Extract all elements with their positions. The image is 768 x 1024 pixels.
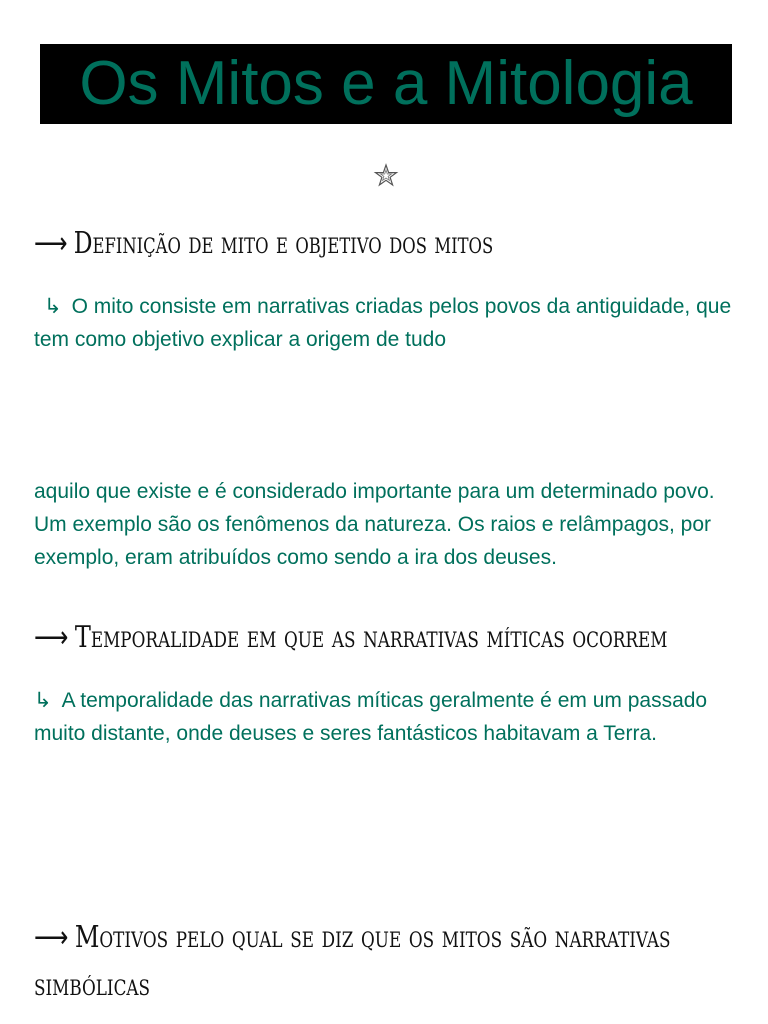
paragraph-text: A temporalidade das narrativas míticas geralmente é em um passado muito distante, onde deuses e seres fantásticos habitavam a Terra. (34, 689, 708, 745)
paragraph-text: O mito consiste em narrativas criadas pelos povos da antiguidade, que tem como objetivo explicar a origem de tudo (34, 295, 732, 351)
paragraph-temporalidade (34, 684, 734, 750)
paragraph-definicao-part1 (34, 290, 734, 356)
star-icon (372, 162, 400, 190)
heading-text: Definição de mito e objetivo dos mitos (73, 226, 494, 261)
right-arrow-icon: ⟶ (34, 920, 69, 955)
right-arrow-icon: ⟶ (34, 620, 69, 655)
paragraph-definicao-part2 (34, 475, 734, 574)
paragraph-text: aquilo que existe e é considerado importante para um determinado povo. Um exemplo são os fenômenos da natureza. Os raios e relâmpagos, por exemplo, eram atribuídos como sendo a ira dos deuses. (34, 480, 715, 569)
section-heading-motivos (34, 914, 690, 1010)
turn-arrow-icon: ↳ (34, 688, 52, 712)
heading-text: Temporalidade em que as narrativas míticas ocorrem (74, 620, 668, 655)
title-banner (40, 44, 732, 124)
page-title: Os Mitos e a Mitologia (79, 49, 693, 118)
section-heading-temporalidade (34, 618, 668, 658)
section-heading-definicao (34, 224, 493, 264)
heading-text: Motivos pelo qual se diz que os mitos são narrativas simbólicas (34, 920, 671, 1003)
turn-arrow-icon: ↳ (44, 294, 62, 318)
right-arrow-icon: ⟶ (34, 226, 68, 261)
